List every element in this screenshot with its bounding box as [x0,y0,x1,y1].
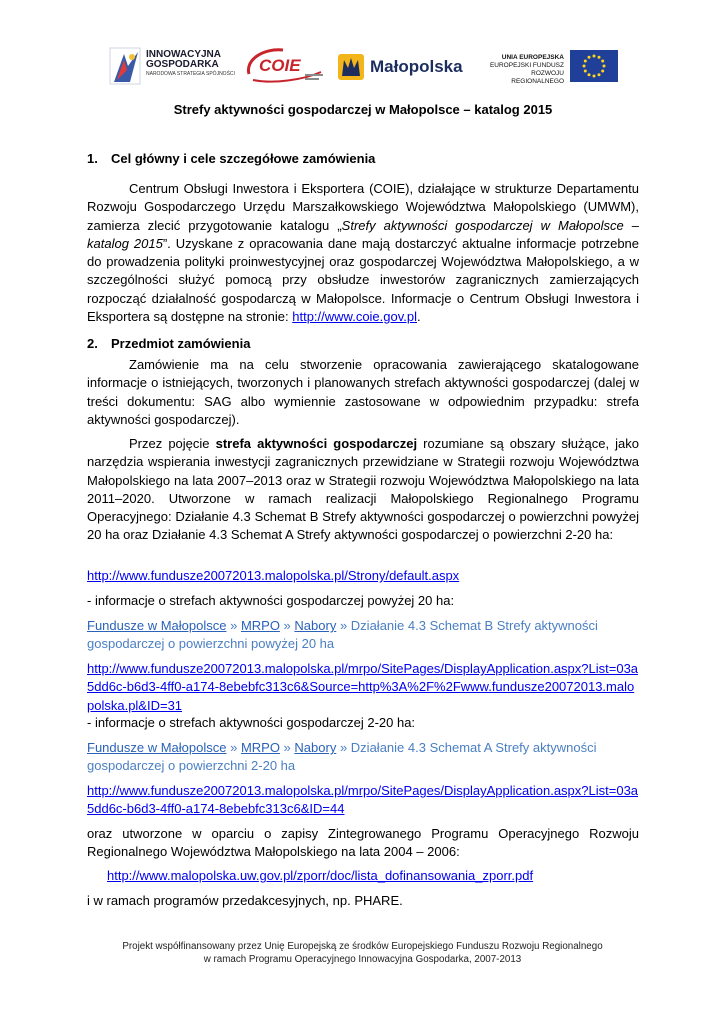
zporr-link[interactable]: http://www.malopolska.uw.gov.pl/zporr/doc/lista_dofinansowania_zporr.pdf [107,868,534,883]
eu-logo [478,44,620,88]
ue-line1: UNIA EUROPEJSKA [501,54,564,61]
crumb-a-current: Działanie 4.3 Schemat A Strefy aktywności gospodarczej o powierzchni 2-20 ha [87,740,597,774]
s1-text-after: ”. Uzyskane z opracowania dane mają dostarczyć aktualne informacje potrzebne do prowadzenia polityki proinwestycyjnej oraz gospodarczej Województwa Małopolskiego, a w szczególności służyć pomocą przy obsłudze inwestorów zagranicznych zamierzających rozpocząć działalność gospodarczą w Małopolsce. Informacje o Centrum Obsługi Inwestora i Eksportera są dostępne na stronie: [87,235,640,325]
crumb-a-sep3: » [336,740,351,755]
innowacyjna-gospodarka-logo [108,44,238,88]
document-title: Strefy aktywności gospodarczej w Małopolsce – katalog 2015 [173,102,553,117]
crumb-b-nabory-link[interactable]: Nabory [294,618,337,633]
coie-link[interactable]: http://www.coie.gov.pl [292,309,417,325]
s2-p2-start: Przez pojęcie [129,436,216,451]
s2-p2-bold: strefa aktywności gospodarczej [215,436,418,451]
ig-line3: NARODOWA STRATEGIA SPÓJNOŚCI [146,71,235,77]
section-1-paragraph [87,180,639,326]
crumb-a-fundusze-link[interactable]: Fundusze w Małopolsce [87,740,227,755]
section-1-heading [87,151,375,166]
crumb-b-sep3: » [336,618,351,633]
section-1-title: Cel główny i cele szczegółowe zamówienia [111,151,376,166]
phare-line: i w ramach programów przedakcesyjnych, np. PHARE. [87,893,403,908]
footer-line-2: w ramach Programu Operacyjnego Innowacyjna Gospodarka, 2007-2013 [203,954,522,965]
section-2-number: 2. [87,336,98,351]
section-1-number: 1. [87,151,98,166]
info-2-20ha: - informacje o strefach aktywności gospodarczej 2-20 ha: [87,715,416,730]
breadcrumb-schemat-a [87,739,639,776]
s1-text-italic: Strefy aktywności gospodarczej w Małopolsce – katalog 2015 [87,217,640,251]
ig-emblem-icon [108,44,142,88]
crumb-b-mrpo-link[interactable]: MRPO [240,618,280,633]
eu-flag-icon [570,50,618,82]
coie-wordmark: COIE [259,56,301,75]
ig-line2: GOSPODARKA [146,59,219,70]
section-2-title: Przedmiot zamówienia [111,336,251,351]
info-above-20ha: - informacje o strefach aktywności gospodarczej powyżej 20 ha: [87,593,455,608]
ue-line3: ROZWOJU REGIONALNEGO [511,70,564,85]
crumb-b-current: Działanie 4.3 Schemat B Strefy aktywności gospodarczej o powierzchni powyżej 20 ha [87,618,598,652]
breadcrumb-schemat-b [87,617,639,654]
zporr-paragraph: oraz utworzone w oparciu o zapisy Zintegrowanego Programu Operacyjnego Rozwoju Regionalnego Województwa Małopolskiego na lata 2004 – 2006: [87,826,639,860]
ig-line1: INNOWACYJNA [146,49,222,60]
crumb-a-sep2: » [279,740,295,755]
fundusze-main-link[interactable]: http://www.fundusze20072013.malopolska.pl/Strony/default.aspx [87,568,460,583]
footer-line-1: Projekt współfinansowany przez Unię Europejską ze środków Europejskiego Funduszu Rozwoju Regionalnego [122,941,603,952]
section-2-heading [87,336,250,351]
crumb-a-mrpo-link[interactable]: MRPO [240,740,280,755]
section-2-paragraph-2 [87,435,639,545]
schemat-b-link-line [87,660,639,715]
header-logos [108,44,620,88]
crumb-a-sep1: » [226,740,241,755]
schemat-b-link[interactable]: http://www.fundusze20072013.malopolska.pl/mrpo/SitePages/DisplayApplication.aspx?List=03a5dd6c-b6d3-4ff0-a174-8ebebfc313c6&Source=http%3A%2F%2Fwww.fundusze20072013.malopolska.pl&ID=31 [87,661,639,713]
malopolska-wordmark: Małopolska [370,57,463,76]
s2-p2-rest: rozumiane są obszary służące, jako narzędzia wspierania inwestycji zagranicznych przewidziane w Strategii rozwoju Województwa Małopolskiego na lata 2007–2013 oraz w Strategii rozwoju Województwa Małopolskiego na lata 2011–2020. Utworzone w ramach realizacji Małopolskiego Regionalnego Programu Operacyjnego: Działanie 4.3 Schemat B Strefy aktywności gospodarczej o powierzchni powyżej 20 ha oraz Działanie 4.3 Schemat A Strefy aktywności gospodarczej o powierzchni 2-20 ha: [87,436,639,543]
ue-line2: EUROPEJSKI FUNDUSZ [489,62,564,69]
crumb-b-fundusze-link[interactable]: Fundusze w Małopolsce [87,618,227,633]
coie-logo [243,44,328,88]
section-2-paragraph-1: Zamówienie ma na celu stworzenie opracowania zawierającego skatalogowane informacje o istniejących, tworzonych i planowanych strefach aktywności gospodarczej (dalej w treści dokumentu: SAG albo wymiennie zastosowane w odpowiednim przypadku: strefa aktywności gospodarczej). [87,357,639,427]
schemat-a-link-line [87,782,639,819]
malopolska-crown-icon [336,44,366,88]
crumb-b-sep2: » [279,618,295,633]
fundusze-main-link-line [87,567,639,585]
malopolska-logo [336,44,466,88]
s1-end: . [417,309,421,325]
schemat-a-link[interactable]: http://www.fundusze20072013.malopolska.pl/mrpo/SitePages/DisplayApplication.aspx?List=03a5dd6c-b6d3-4ff0-a174-8ebebfc313c6&ID=44 [87,783,639,817]
page-footer [0,940,725,966]
s1-text-before: Centrum Obsługi Inwestora i Eksportera (COIE), działające w strukturze Departamentu Rozwoju Gospodarczego Urzędu Marszałkowskiego Województwa Małopolskiego (UMWM), zamierza zlecić przygotowanie katalogu „ [87,181,639,233]
crumb-b-sep1: » [226,618,241,633]
zporr-link-line [107,867,639,885]
crumb-a-nabory-link[interactable]: Nabory [294,740,337,755]
